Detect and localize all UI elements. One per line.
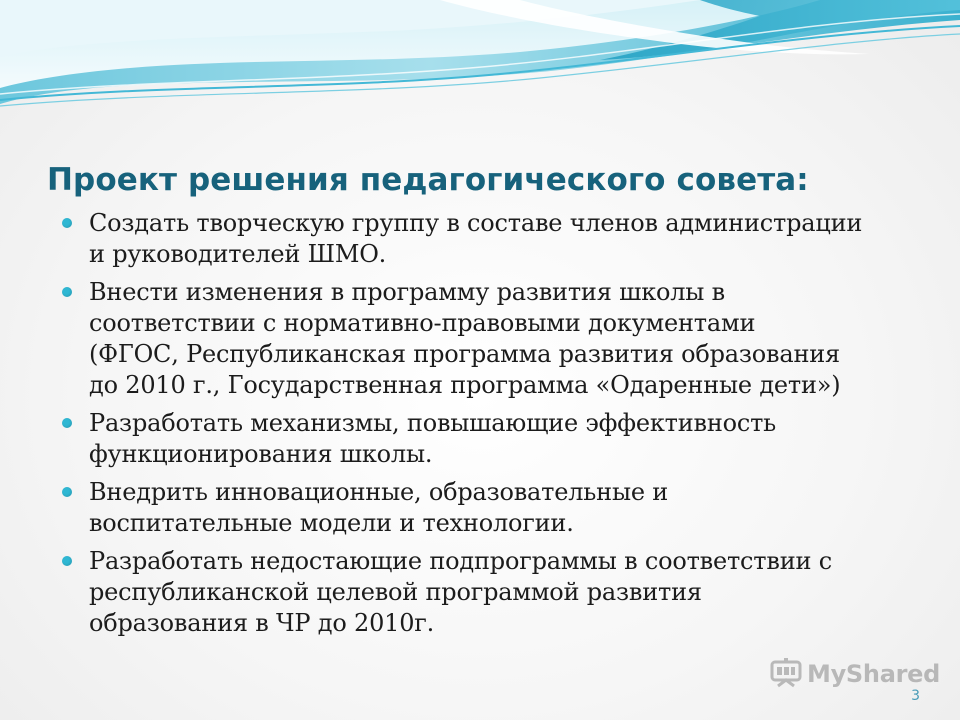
bullet-item xyxy=(60,408,920,470)
bullet-dot-icon xyxy=(62,218,72,228)
bullet-line: до 2010 г., Государственная программа «Одаренные дети») xyxy=(89,371,841,399)
bullet-item xyxy=(60,208,920,270)
bullet-item xyxy=(60,546,920,639)
bullet-dot-icon xyxy=(62,287,72,297)
bullet-item xyxy=(60,477,920,539)
bullet-dot-icon xyxy=(62,418,72,428)
bullet-list xyxy=(60,208,920,646)
slide-number: 3 xyxy=(911,688,920,704)
bullet-line: соответствии с нормативно-правовыми документами xyxy=(89,309,756,337)
presentation-board-icon xyxy=(768,656,804,692)
bullet-line: Создать творческую группу в составе членов администрации xyxy=(89,209,863,237)
myshared-watermark[interactable] xyxy=(768,656,940,692)
bullet-line: республиканской целевой программой развития xyxy=(89,578,702,606)
bullet-line: образования в ЧР до 2010г. xyxy=(89,609,435,637)
bullet-line: воспитательные модели и технологии. xyxy=(89,509,574,537)
bullet-dot-icon xyxy=(62,487,72,497)
header-wave-decoration xyxy=(0,0,960,120)
bullet-line: функционирования школы. xyxy=(89,440,433,468)
bullet-item xyxy=(60,277,920,401)
bullet-line: Разработать недостающие подпрограммы в соответствии с xyxy=(89,547,832,575)
bullet-dot-icon xyxy=(62,556,72,566)
bullet-line: (ФГОС, Республиканская программа развития образования xyxy=(89,340,841,368)
bullet-line: и руководителей ШМО. xyxy=(89,240,387,268)
bullet-line: Разработать механизмы, повышающие эффективность xyxy=(89,409,777,437)
watermark-text: MyShared xyxy=(807,660,940,688)
bullet-line: Внедрить инновационные, образовательные и xyxy=(89,478,669,506)
bullet-line: Внести изменения в программу развития школы в xyxy=(89,278,725,306)
slide-title: Проект решения педагогического совета: xyxy=(47,162,809,198)
